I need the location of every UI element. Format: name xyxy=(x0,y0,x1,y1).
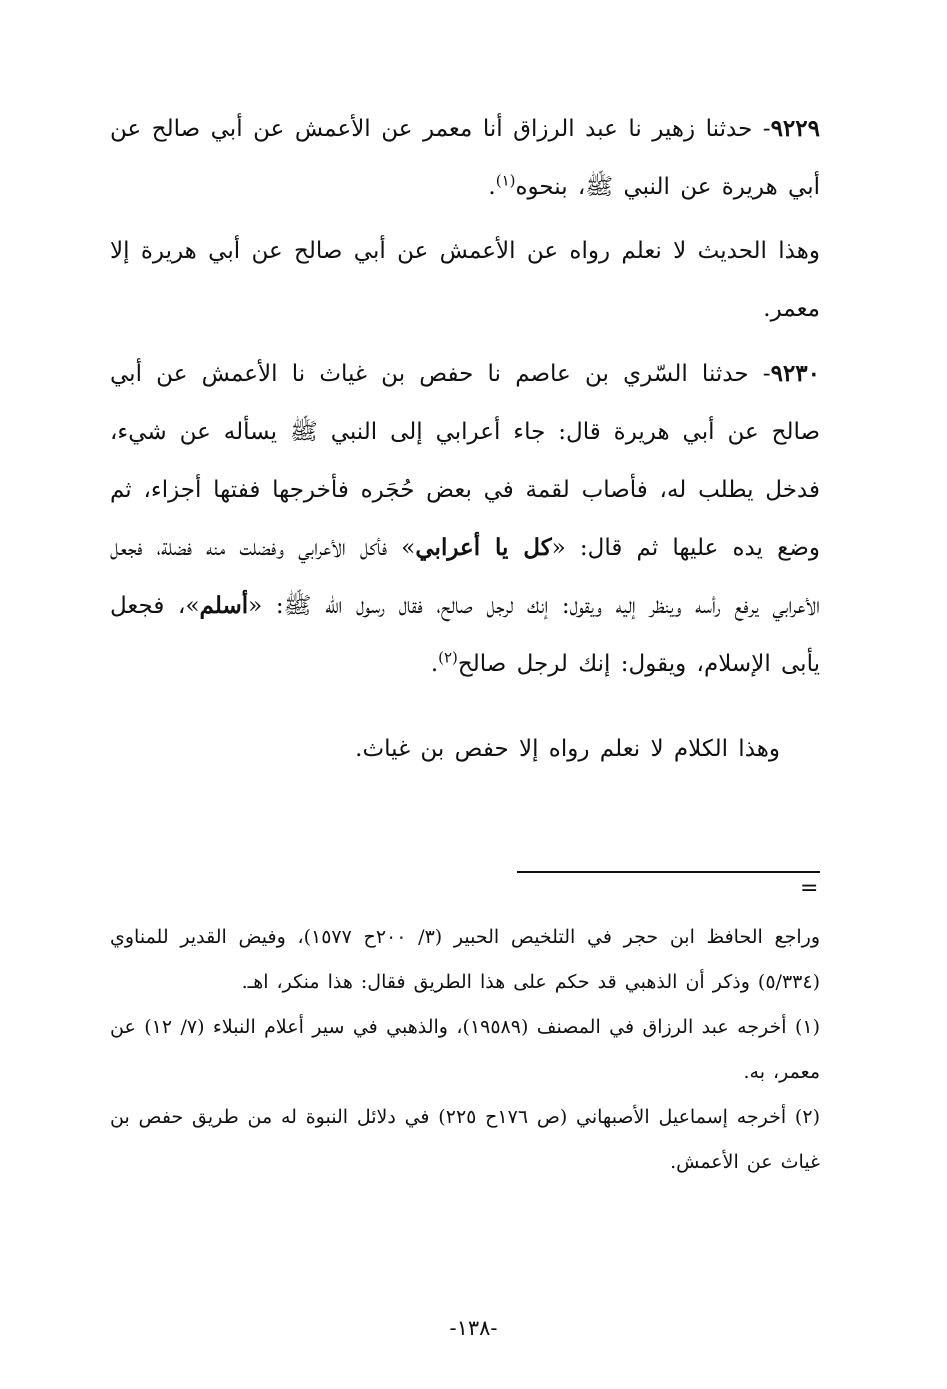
footnote-ref[interactable]: (٢) xyxy=(438,648,458,667)
hadith-9230-note: وهذا الكلام لا نعلم رواه إلا حفص بن غياث. xyxy=(355,736,780,762)
continuation-mark: = xyxy=(800,876,819,901)
hadith-9229-note: وهذا الحديث لا نعلم رواه عن الأعمش عن أبي صالح عن أبي هريرة إلا معمر. xyxy=(110,238,820,322)
hadith-number: ٩٢٢٩ xyxy=(770,115,820,142)
footnote-2: (٢) أخرجه إسماعيل الأصبهاني (ص ١٧٦ح ٢٢٥) في دلائل النبوة له من طريق حفص بن غياث عن الأعمش. xyxy=(110,1106,820,1173)
footnotes xyxy=(110,915,820,1185)
hadith-text: - حدثنا زهير نا عبد الرزاق أنا معمر عن الأعمش عن أبي صالح عن أبي هريرة عن النبي ﷺ، بنحوه xyxy=(110,116,820,200)
hadith-text: »، فجعل يأبى الإسلام، ويقول: إنك لرجل صالح xyxy=(110,593,820,677)
quoted-speech: كل يا أعرابي xyxy=(415,534,552,561)
hadith-text: » فأكل الأعرابي وفضلت منه فضلة، فجعل الأعرابي يرفع رأسه وينظر إليه ويقول: إنك لرجل صالح، فقال رسول الله ﷺ: « xyxy=(110,535,820,619)
hadith-end: . xyxy=(430,651,439,677)
footnote-divider xyxy=(517,871,820,873)
quoted-speech: أسلم xyxy=(199,592,249,619)
hadith-end: . xyxy=(488,174,496,200)
page-number: -١٣٨- xyxy=(449,1316,498,1340)
footnote-1: (١) أخرجه عبد الرزاق في المصنف (١٩٥٨٩)، والذهبي في سير أعلام النبلاء (٧/ ١٢) عن معمر، به. xyxy=(110,1016,820,1083)
footnote-continuation: وراجع الحافظ ابن حجر في التلخيص الحبير (٣/ ٢٠٠ح ١٥٧٧)، وفيض القدير للمناوي (٥/٣٣٤) وذكر أن الذهبي قد حكم على هذا الطريق فقال: هذا منكر، اهـ. xyxy=(110,926,820,993)
footnote-ref[interactable]: (١) xyxy=(495,171,516,190)
hadith-9230 xyxy=(110,345,820,693)
hadith-number: ٩٢٣٠ xyxy=(770,360,820,387)
hadith-9229 xyxy=(110,100,820,216)
hadith-text: - حدثنا السّري بن عاصم نا حفص بن غياث نا الأعمش عن أبي صالح عن أبي هريرة قال: جاء أعرابي إلى النبي ﷺ يسأله عن شيء، فدخل يطلب له، فأصاب لقمة في بعض حُجَره فأخرجها ففتها أجزاء، ثم وضع يده عليها ثم قال: « xyxy=(110,361,821,561)
